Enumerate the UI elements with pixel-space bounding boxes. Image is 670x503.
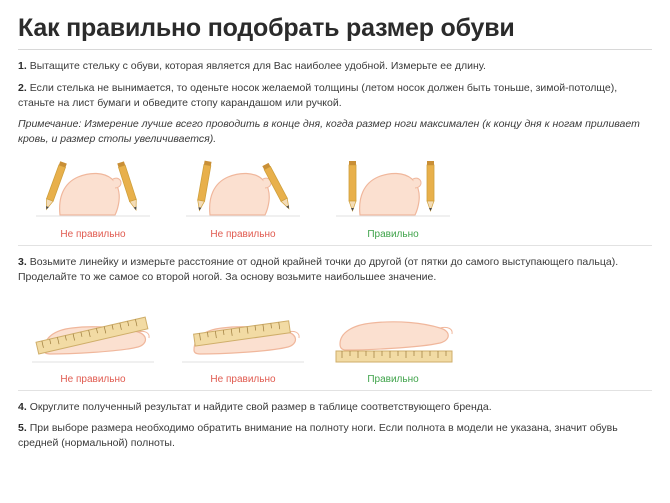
figure-row-ruler xyxy=(18,292,652,386)
figure-pencil-1 xyxy=(18,153,168,241)
figure-ruler-2 xyxy=(168,292,318,386)
figure-ruler-1-canvas xyxy=(18,292,168,370)
step-1 xyxy=(18,59,652,74)
figure-row-pencil xyxy=(18,153,652,241)
figure-ruler-2-caption: Не правильно xyxy=(210,374,276,386)
step-4 xyxy=(18,400,652,415)
figure-pencil-1-canvas xyxy=(18,153,168,225)
figure-ruler-3-canvas xyxy=(318,292,468,370)
figure-pencil-2-canvas xyxy=(168,153,318,225)
title-divider xyxy=(18,49,652,50)
step-2-text: Если стелька не вынимается, то оденьте носок желаемой толщины (летом носок должен быть тоньше, зимой-потолще), станьте на лист бумаги и обведите стопу карандашом или ручкой. xyxy=(18,81,618,109)
step-5-number: 5. xyxy=(18,422,27,434)
figure-ruler-2-canvas xyxy=(168,292,318,370)
step-2-number: 2. xyxy=(18,81,27,94)
figure-pencil-3-caption: Правильно xyxy=(367,229,419,241)
step-4-number: 4. xyxy=(18,401,27,414)
step-4-text: Округлите полученный результат и найдите свой размер в таблице соответствующего бренда. xyxy=(29,401,492,414)
step-2 xyxy=(18,81,652,111)
bottom-steps xyxy=(18,400,652,451)
step-3-text: Возьмите линейку и измерьте расстояние от одной крайней точки до другой (от пятки до самого выступающего пальца). Проделайте то же самое со второй ногой. За основу возьмите наибольшее значение. xyxy=(18,256,619,284)
figure-pencil-3 xyxy=(318,153,468,241)
figure-ruler-3-caption: Правильно xyxy=(367,374,419,386)
note-text: Примечание: Измерение лучше всего проводить в конце дня, когда размер ноги максимален (к концу дня к ногам приливает кровь, и размер стопы увеличивается). xyxy=(18,118,640,146)
figures-divider-1 xyxy=(18,245,652,246)
figure-ruler-1 xyxy=(18,292,168,386)
step-1-number: 1. xyxy=(18,59,27,72)
figure-pencil-1-caption: Не правильно xyxy=(60,229,126,241)
foot-ruler-short-illustration xyxy=(168,292,318,370)
step-3 xyxy=(18,255,652,285)
figure-ruler-1-caption: Не правильно xyxy=(60,374,126,386)
page-title: Как правильно подобрать размер обуви xyxy=(18,14,515,42)
figure-pencil-2 xyxy=(168,153,318,241)
figures-divider-2 xyxy=(18,390,652,391)
figure-pencil-2-caption: Не правильно xyxy=(210,229,276,241)
step-5-text: При выборе размера необходимо обратить внимание на полноту ноги. Если полнота в модели не указана, значит обувь средней (нормальной) полноты. xyxy=(18,422,618,449)
step-1-text: Вытащите стельку с обуви, которая является для Вас наиболее удобной. Измерьте ее длину. xyxy=(29,59,486,72)
step-3-number: 3. xyxy=(18,256,27,269)
foot-pencil-tilted-inward-illustration xyxy=(168,153,318,225)
foot-pencil-vertical-illustration xyxy=(318,153,468,225)
step-5 xyxy=(18,421,652,451)
figure-pencil-3-canvas xyxy=(318,153,468,225)
foot-ruler-aligned-illustration xyxy=(318,292,468,370)
foot-pencil-tilted-left-illustration xyxy=(18,153,168,225)
foot-ruler-diagonal-illustration xyxy=(18,292,168,370)
figure-ruler-3 xyxy=(318,292,468,386)
